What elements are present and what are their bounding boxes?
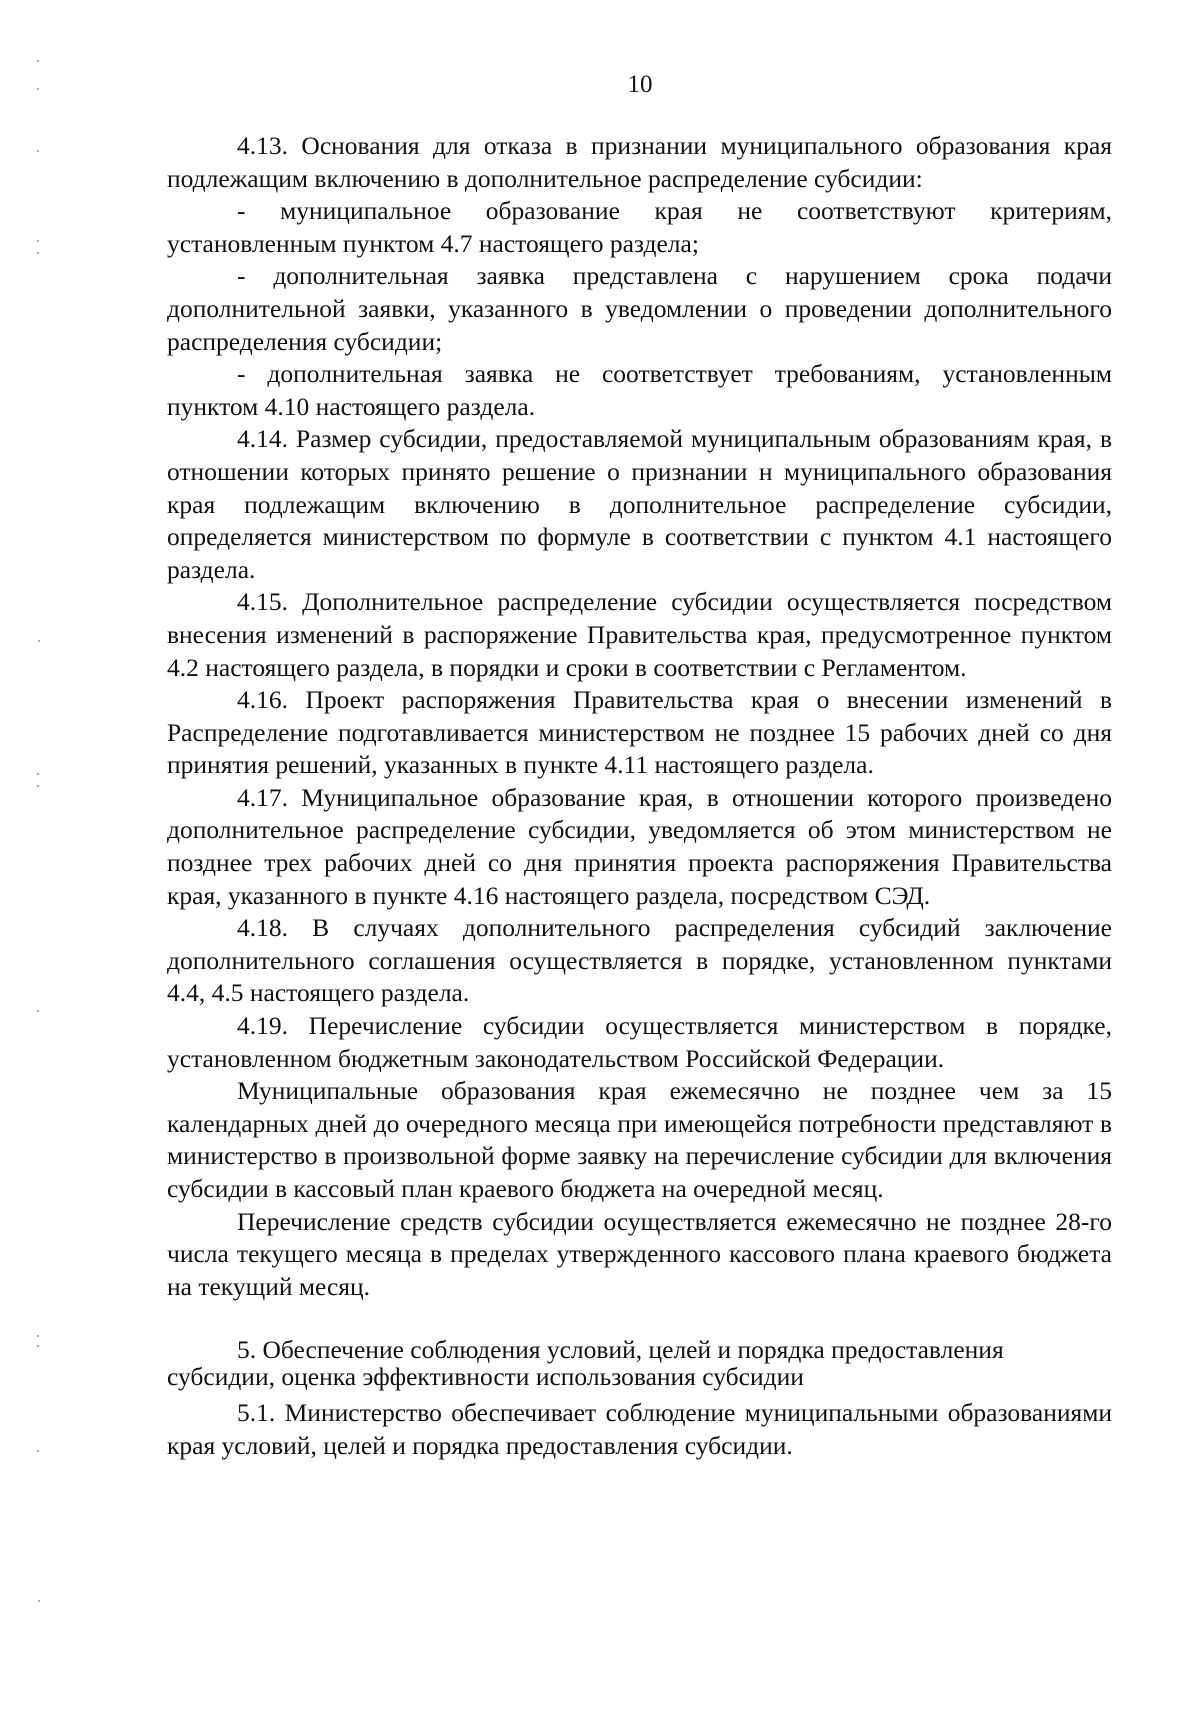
paragraph-monthly-request: Муниципальные образования края ежемесячно не позднее чем за 15 календарных дней до очередного месяца при имеющейся потребности представляют в министерство в произвольной форме заявку на перечисление субсидии для включения субсидии в кассовый план краевого бюджета на очередной месяц. [167, 1076, 1112, 1203]
paragraph-4-13-item-1: - муниципальное образование края не соответствуют критериям, установленным пунктом 4.7 настоящего раздела; [167, 196, 1112, 258]
paragraph-4-16: 4.16. Проект распоряжения Правительства края о внесении изменений в Распределение подготавливается министерством не позднее 15 рабочих дней со дня принятия решений, указанных в пункте 4.11 настоящего раздела. [167, 685, 1112, 780]
section-5-heading: 5. Обеспечение соблюдения условий, целей и порядка предоставления субсидии, оценка эффективности использования субсидии [167, 1335, 1004, 1392]
document-body [167, 130, 1112, 1463]
paragraph-4-13-item-2: - дополнительная заявка представлена с нарушением срока подачи дополнительной заявки, указанного в уведомлении о проведении дополнительного распределения субсидии; [167, 261, 1112, 356]
paragraph-4-14: 4.14. Размер субсидии, предоставляемой муниципальным образованиям края, в отношении которых принято решение о признании н муниципального образования края подлежащим включению в дополнительное распределение субсидии, определяется министерством по формуле в соответствии с пунктом 4.1 настоящего раздела. [167, 424, 1112, 584]
paragraph-monthly-transfer: Перечисление средств субсидии осуществляется ежемесячно не позднее 28-го числа текущего месяца в пределах утвержденного кассового плана краевого бюджета на текущий месяц. [167, 1206, 1112, 1301]
paragraph-4-13: 4.13. Основания для отказа в признании муниципального образования края подлежащим включению в дополнительное распределение субсидии: [167, 131, 1112, 193]
paragraph-4-18: 4.18. В случаях дополнительного распределения субсидий заключение дополнительного соглашения осуществляется в порядке, установленном пунктами 4.4, 4.5 настоящего раздела. [167, 913, 1112, 1008]
paragraph-4-17: 4.17. Муниципальное образование края, в отношении которого произведено дополнительное распределение субсидии, уведомляется об этом министерством не позднее трех рабочих дней со дня принятия проекта распоряжения Правительства края, указанного в пункте 4.16 настоящего раздела, посредством СЭД. [167, 782, 1112, 910]
paragraph-4-15: 4.15. Дополнительное распределение субсидии осуществляется посредством внесения изменений в распоряжение Правительства края, предусмотренное пунктом 4.2 настоящего раздела, в порядки и сроки в соответствии с Регламентом. [167, 587, 1112, 682]
page-number: 10 [627, 71, 653, 98]
paragraph-5-1: 5.1. Министерство обеспечивает соблюдение муниципальными образованиями края условий, целей и порядка предоставления субсидии. [167, 1398, 1112, 1460]
paragraph-4-13-item-3: - дополнительная заявка не соответствует требованиям, установленным пунктом 4.10 настоящего раздела. [167, 359, 1112, 421]
paragraph-4-19: 4.19. Перечисление субсидии осуществляется министерством в порядке, установленном бюджетным законодательством Российской Федерации. [167, 1011, 1112, 1073]
scan-margin-marks [0, 0, 60, 1710]
